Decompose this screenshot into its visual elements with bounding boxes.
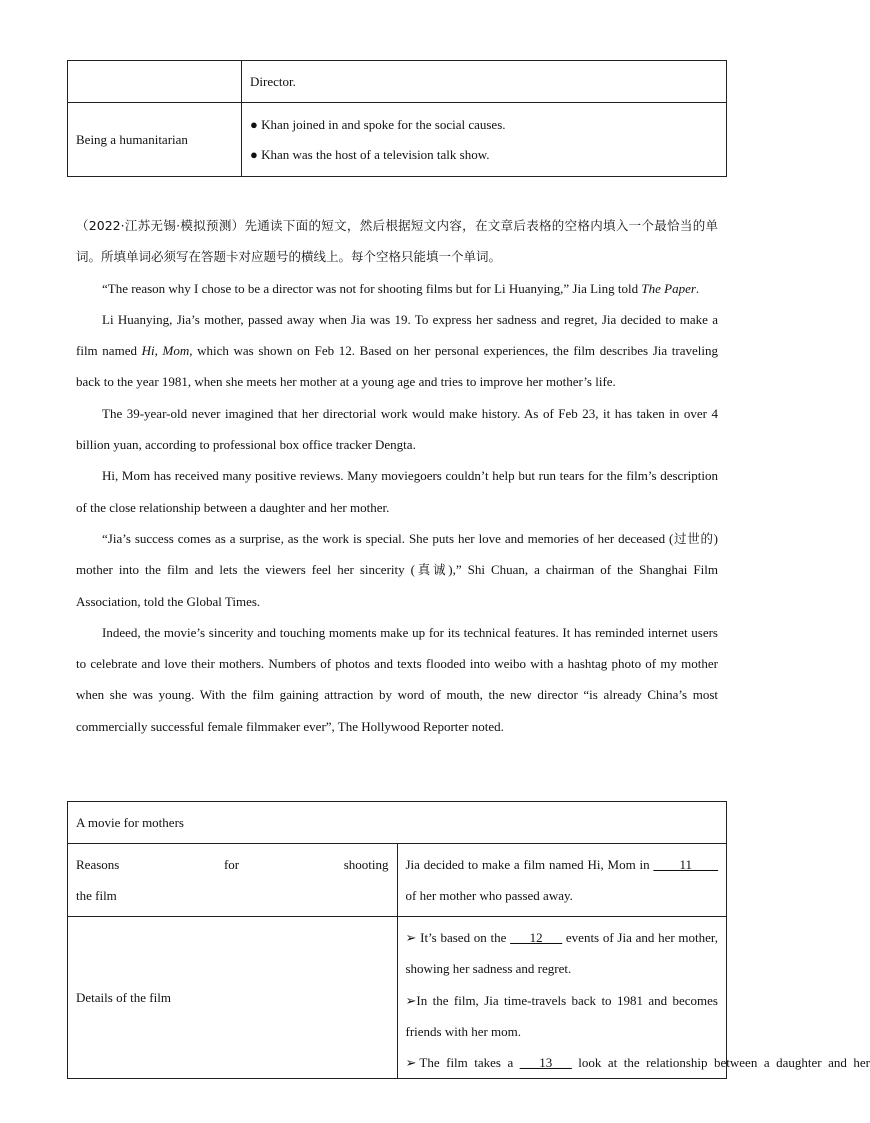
text: ),” Shi Chuan, a chairman of the Shanghai Film Association, told the Global Times. <box>76 562 718 609</box>
paragraph <box>76 523 718 617</box>
text: Li Huanying, Jia’s mother, passed away when Jia was 19. To express her sadness and regret, Jia decided to make a film named <box>76 311 718 359</box>
bullet-item: ● Khan joined in and spoke for the social causes. <box>250 116 506 132</box>
answer-blank-12[interactable]: ___12___ <box>510 930 563 945</box>
gloss: 过世的 <box>673 530 714 546</box>
cell-text <box>406 849 719 912</box>
table-row <box>68 917 727 1079</box>
text: . <box>695 280 700 296</box>
text: of her mother who passed away. <box>405 888 573 903</box>
table-header: A movie for mothers <box>68 802 727 844</box>
text: “Jia’s success comes as a surprise, as the work is special. She puts her love and memories of her deceased ( <box>102 530 674 546</box>
table-cell <box>68 61 242 103</box>
text: , which was shown on Feb 12. Based on her personal experiences, the film describes Jia traveling back to the year 1981, when she meets her mother at a young age and tries to improve her mother’s life. <box>76 343 718 390</box>
table-row <box>68 103 727 177</box>
film-title: Hi, Mom <box>141 343 190 359</box>
table-cell: Director. <box>242 61 727 103</box>
paragraph <box>76 273 718 304</box>
cell-text <box>406 922 719 985</box>
text: look at the relationship between a daughter and her <box>571 1055 870 1071</box>
text: events of Jia and her mother, showing her sadness and regret. <box>405 930 718 977</box>
text: “The reason why I chose to be a director was not for shooting films but for Li Huanying,” Jia Ling told <box>102 280 642 296</box>
gloss: 真诚 <box>414 562 449 578</box>
text: ➢ The film takes a <box>405 1055 520 1071</box>
bullet-item: ● Khan was the host of a television talk show. <box>250 146 490 162</box>
cell-text <box>405 1047 870 1078</box>
paragraph <box>76 304 718 398</box>
paragraph: The 39-year-old never imagined that her directorial work would make history. As of Feb 23, it has taken in over 4 billion yuan, according to professional box office tracker Dengta. <box>76 405 718 453</box>
answer-table <box>67 801 870 1079</box>
row-label: the film <box>76 888 117 903</box>
paragraph: Hi, Mom has received many positive reviews. Many moviegoers couldn’t help but run tears for the film’s description of the close relationship between a daughter and her mother. <box>76 468 718 515</box>
table-row <box>68 61 727 103</box>
reading-passage <box>76 210 718 742</box>
text: ➢ It’s based on the <box>405 930 511 945</box>
table-cell <box>68 844 398 917</box>
exercise-instruction: （2022·江苏无锡·模拟预测）先通读下面的短文，然后根据短文内容，在文章后表格的空格内填入一个最恰当的单词。所填单词必须写在答题卡对应题号的横线上。每个空格只能填一个单词。 <box>76 218 718 265</box>
table-cell <box>397 844 727 917</box>
table-row <box>68 844 727 917</box>
answer-blank-13[interactable]: ___13___ <box>519 1055 572 1071</box>
row-label: Reasons for shooting <box>76 856 389 872</box>
newspaper-name: The Paper <box>641 280 696 296</box>
answer-blank-11[interactable]: ____11____ <box>653 856 718 872</box>
table-cell: Being a humanitarian <box>68 103 242 177</box>
table-cell <box>397 917 870 1079</box>
table-cell <box>242 103 727 177</box>
text: Jia decided to make a film named Hi, Mom in <box>405 856 654 872</box>
text: ) mother into the film and lets the viewers feel her sincerity ( <box>76 530 718 578</box>
table-row <box>68 802 727 844</box>
table-cell: Details of the film <box>68 917 398 1079</box>
top-table <box>67 60 727 177</box>
paragraph: Indeed, the movie’s sincerity and touching moments make up for its technical features. It has reminded internet users to celebrate and love their mothers. Numbers of photos and texts flooded into weibo with a hashtag photo of my mother when she was young. With the film gaining attraction by word of mouth, the new director “is already China’s most commercially successful female filmmaker ever”, The Hollywood Reporter noted. <box>76 624 718 734</box>
cell-text: ➢In the film, Jia time-travels back to 1981 and becomes friends with her mom. <box>405 992 718 1039</box>
